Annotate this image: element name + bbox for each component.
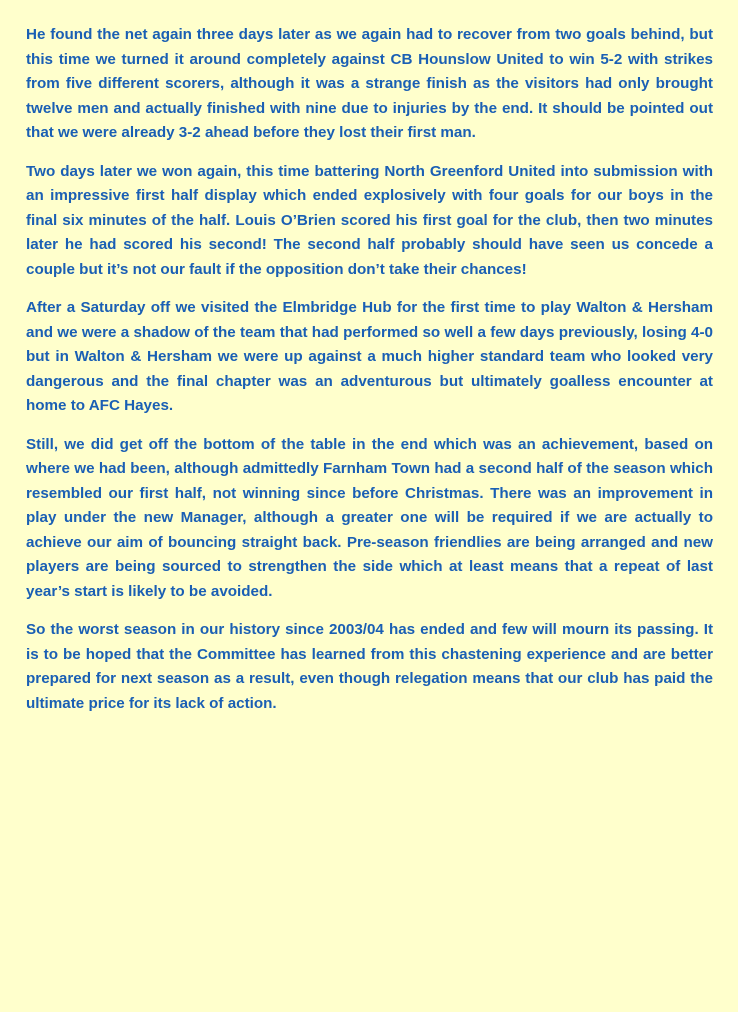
paragraph-3: After a Saturday off we visited the Elmbridge Hub for the first time to play Walton & Hersham and we were a shadow of the team that had performed so well a few days previously, losing 4-0 but in Walton & Hersham we were up against a much higher standard team who looked very dangerous and the final chapter was an adventurous but ultimately goalless encounter at home to AFC Hayes. [26, 299, 713, 414]
paragraph-2: Two days later we won again, this time battering North Greenford United into submission with an impressive first half display which ended explosively with four goals for our boys in the final six minutes of the half. Louis O’Brien scored his first goal for the club, then two minutes later he had scored his second! The second half probably should have seen us concede a couple but it’s not our fault if the opposition don’t take their chances! [26, 162, 713, 278]
paragraph-1: He found the net again three days later as we again had to recover from two goals behind, but this time we turned it around completely against CB Hounslow United to win 5-2 with strikes from five different scorers, although it was a strange finish as the visitors had only brought twelve men and actually finished with nine due to injuries by the end. It should be pointed out that we were already 3-2 ahead before they lost their first man. [26, 26, 713, 141]
paragraph-5: So the worst season in our history since 2003/04 has ended and few will mourn its passing. It is to be hoped that the Committee has learned from this chastening experience and are better prepared for next season as a result, even though relegation means that our club has paid the ultimate price for its lack of action. [26, 621, 713, 712]
paragraph-4: Still, we did get off the bottom of the table in the end which was an achievement, based on where we had been, although admittedly Farnham Town had a second half of the season which resembled our first half, not winning since before Christmas. There was an improvement in play under the new Manager, although a greater one will be required if we are actually to achieve our aim of bouncing straight back. Pre-season friendlies are being arranged and new players are being sourced to strengthen the side which at least means that a repeat of last year’s start is likely to be avoided. [26, 435, 713, 600]
